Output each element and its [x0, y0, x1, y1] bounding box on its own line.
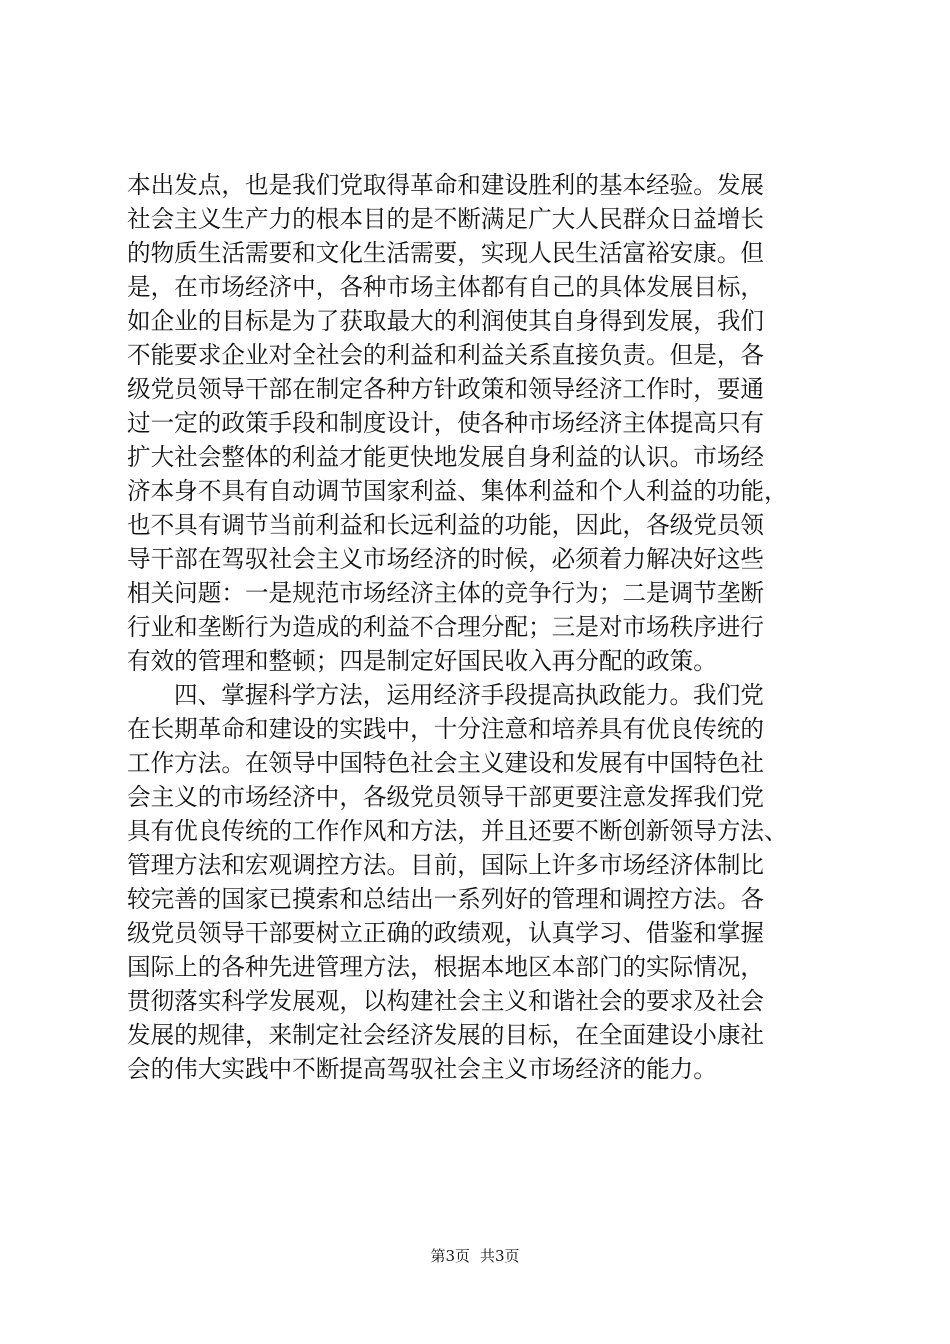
page-total: 共3页: [480, 1247, 520, 1265]
page-footer: [0, 1246, 950, 1266]
text-line: 相关问题：一是规范市场经济主体的竞争行为；二是调节垄断: [127, 579, 765, 607]
text-line: 会主义的市场经济中，各级党员领导干部更要注意发挥我们党: [127, 783, 765, 811]
text-line: 有效的管理和整顿；四是制定好国民收入再分配的政策。: [127, 647, 717, 675]
text-line: 较完善的国家已摸索和总结出一系列好的管理和调控方法。各: [127, 885, 765, 913]
text-line: 的物质生活需要和文化生活需要，实现人民生活富裕安康。但: [127, 239, 765, 267]
text-line: 是，在市场经济中，各种市场主体都有自己的具体发展目标，: [127, 273, 765, 301]
text-line: 扩大社会整体的利益才能更快地发展自身利益的认识。市场经: [127, 443, 765, 471]
text-line: 级党员领导干部在制定各种方针政策和领导经济工作时，要通: [127, 375, 765, 403]
paragraph-start-line: 四、掌握科学方法，运用经济手段提高执政能力。我们党: [174, 681, 764, 709]
text-line: 在长期革命和建设的实践中，十分注意和培养具有优良传统的: [127, 715, 765, 743]
text-line: 具有优良传统的工作作风和方法，并且还要不断创新领导方法、: [127, 817, 788, 845]
page-number: 第3页: [430, 1247, 470, 1265]
text-line: 级党员领导干部要树立正确的政绩观，认真学习、借鉴和掌握: [127, 919, 765, 947]
text-line: 如企业的目标是为了获取最大的利润使其自身得到发展，我们: [127, 307, 765, 335]
text-line: 过一定的政策手段和制度设计，使各种市场经济主体提高只有: [127, 409, 765, 437]
text-line: 贯彻落实科学发展观，以构建社会主义和谐社会的要求及社会: [127, 987, 765, 1015]
text-line: 管理方法和宏观调控方法。目前，国际上许多市场经济体制比: [127, 851, 765, 879]
text-line: 济本身不具有自动调节国家利益、集体利益和个人利益的功能，: [127, 477, 788, 505]
text-line: 社会主义生产力的根本目的是不断满足广大人民群众日益增长: [127, 205, 765, 233]
text-line: 不能要求企业对全社会的利益和利益关系直接负责。但是，各: [127, 341, 765, 369]
text-line: 工作方法。在领导中国特色社会主义建设和发展有中国特色社: [127, 749, 765, 777]
text-line: 导干部在驾驭社会主义市场经济的时候，必须着力解决好这些: [127, 545, 765, 573]
text-line: 国际上的各种先进管理方法，根据本地区本部门的实际情况，: [127, 953, 765, 981]
document-body: [127, 168, 837, 1086]
text-line: 本出发点，也是我们党取得革命和建设胜利的基本经验。发展: [127, 171, 765, 199]
text-line: 会的伟大实践中不断提高驾驭社会主义市场经济的能力。: [127, 1055, 717, 1083]
text-line: 发展的规律，来制定社会经济发展的目标，在全面建设小康社: [127, 1021, 765, 1049]
text-line: 也不具有调节当前利益和长远利益的功能，因此，各级党员领: [127, 511, 765, 539]
text-line: 行业和垄断行为造成的利益不合理分配；三是对市场秩序进行: [127, 613, 765, 641]
